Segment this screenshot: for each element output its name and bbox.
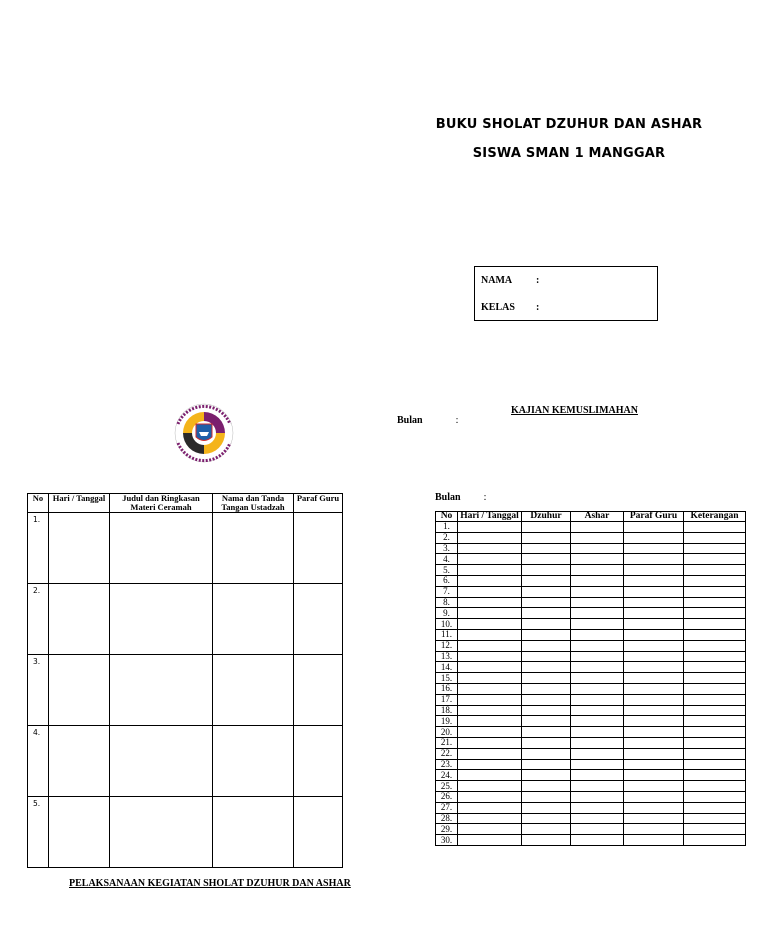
row-number: 30. xyxy=(436,835,458,846)
entry-cell[interactable] xyxy=(571,532,624,543)
entry-cell[interactable] xyxy=(522,608,571,619)
entry-cell[interactable] xyxy=(213,584,294,655)
row-number: 20. xyxy=(436,727,458,738)
entry-cell[interactable] xyxy=(571,770,624,781)
header-paraf: Paraf Guru xyxy=(624,512,684,522)
entry-cell[interactable] xyxy=(571,683,624,694)
sholat-bulan-label: Bulan xyxy=(435,492,461,503)
kajian-heading: KAJIAN KEMUSLIMAHAN xyxy=(511,405,638,416)
entry-cell[interactable] xyxy=(684,716,746,727)
row-number: 13. xyxy=(436,651,458,662)
row-number: 21. xyxy=(436,737,458,748)
entry-cell[interactable] xyxy=(624,586,684,597)
entry-cell[interactable] xyxy=(684,813,746,824)
sholat-row xyxy=(436,522,746,533)
entry-cell[interactable] xyxy=(684,532,746,543)
entry-cell[interactable] xyxy=(458,802,522,813)
entry-cell[interactable] xyxy=(624,824,684,835)
entry-cell[interactable] xyxy=(624,770,684,781)
sholat-row xyxy=(436,781,746,792)
entry-cell[interactable] xyxy=(684,748,746,759)
school-logo xyxy=(172,402,236,464)
sholat-row xyxy=(436,705,746,716)
entry-cell[interactable] xyxy=(684,727,746,738)
entry-cell[interactable] xyxy=(522,694,571,705)
row-number: 5. xyxy=(28,797,49,868)
entry-cell[interactable] xyxy=(684,694,746,705)
entry-cell[interactable] xyxy=(684,640,746,651)
row-number: 3. xyxy=(436,543,458,554)
entry-cell[interactable] xyxy=(571,737,624,748)
entry-cell[interactable] xyxy=(458,791,522,802)
identity-box xyxy=(474,266,658,321)
row-number: 29. xyxy=(436,824,458,835)
entry-cell[interactable] xyxy=(522,532,571,543)
entry-cell[interactable] xyxy=(624,737,684,748)
header-no: No xyxy=(436,512,458,522)
kajian-row xyxy=(28,584,343,655)
entry-cell[interactable] xyxy=(294,726,343,797)
entry-cell[interactable] xyxy=(458,737,522,748)
entry-cell[interactable] xyxy=(294,797,343,868)
entry-cell[interactable] xyxy=(684,543,746,554)
sholat-row xyxy=(436,629,746,640)
sholat-row xyxy=(436,543,746,554)
entry-cell[interactable] xyxy=(571,759,624,770)
row-number: 5. xyxy=(436,565,458,576)
entry-cell[interactable] xyxy=(684,683,746,694)
entry-cell[interactable] xyxy=(624,662,684,673)
sholat-row xyxy=(436,791,746,802)
row-number: 10. xyxy=(436,619,458,630)
entry-cell[interactable] xyxy=(684,835,746,846)
sholat-row xyxy=(436,824,746,835)
entry-cell[interactable] xyxy=(110,655,213,726)
entry-cell[interactable] xyxy=(571,802,624,813)
entry-cell[interactable] xyxy=(571,835,624,846)
entry-cell[interactable] xyxy=(624,597,684,608)
sholat-row xyxy=(436,662,746,673)
header-paraf: Paraf Guru xyxy=(294,494,343,513)
row-number: 3. xyxy=(28,655,49,726)
entry-cell[interactable] xyxy=(458,727,522,738)
entry-cell[interactable] xyxy=(684,575,746,586)
row-number: 11. xyxy=(436,629,458,640)
header-ashar: Ashar xyxy=(571,512,624,522)
entry-cell[interactable] xyxy=(522,673,571,684)
sholat-row xyxy=(436,727,746,738)
entry-cell[interactable] xyxy=(522,619,571,630)
kajian-bulan-colon: : xyxy=(455,415,459,426)
entry-cell[interactable] xyxy=(684,824,746,835)
entry-cell[interactable] xyxy=(110,726,213,797)
entry-cell[interactable] xyxy=(684,522,746,533)
kajian-table xyxy=(27,493,343,868)
entry-cell[interactable] xyxy=(458,673,522,684)
entry-cell[interactable] xyxy=(49,513,110,584)
entry-cell[interactable] xyxy=(458,716,522,727)
entry-cell[interactable] xyxy=(110,584,213,655)
row-number: 18. xyxy=(436,705,458,716)
entry-cell[interactable] xyxy=(624,532,684,543)
entry-cell[interactable] xyxy=(624,759,684,770)
entry-cell[interactable] xyxy=(49,655,110,726)
row-number: 14. xyxy=(436,662,458,673)
entry-cell[interactable] xyxy=(624,619,684,630)
sholat-row xyxy=(436,608,746,619)
entry-cell[interactable] xyxy=(49,797,110,868)
entry-cell[interactable] xyxy=(571,813,624,824)
entry-cell[interactable] xyxy=(571,640,624,651)
kajian-bulan xyxy=(397,415,458,426)
entry-cell[interactable] xyxy=(458,683,522,694)
entry-cell[interactable] xyxy=(522,813,571,824)
entry-cell[interactable] xyxy=(571,554,624,565)
entry-cell[interactable] xyxy=(294,584,343,655)
entry-cell[interactable] xyxy=(624,565,684,576)
sholat-row xyxy=(436,802,746,813)
entry-cell[interactable] xyxy=(458,522,522,533)
entry-cell[interactable] xyxy=(294,655,343,726)
entry-cell[interactable] xyxy=(522,791,571,802)
header-nama-ustadzah: Nama dan Tanda Tangan Ustadzah xyxy=(213,494,294,513)
nama-row xyxy=(481,275,539,286)
sholat-row xyxy=(436,716,746,727)
entry-cell[interactable] xyxy=(571,727,624,738)
entry-cell[interactable] xyxy=(458,565,522,576)
entry-cell[interactable] xyxy=(624,781,684,792)
entry-cell[interactable] xyxy=(624,802,684,813)
entry-cell[interactable] xyxy=(522,597,571,608)
entry-cell[interactable] xyxy=(624,554,684,565)
kajian-header-row xyxy=(28,494,343,513)
entry-cell[interactable] xyxy=(571,694,624,705)
entry-cell[interactable] xyxy=(458,640,522,651)
row-number: 16. xyxy=(436,683,458,694)
entry-cell[interactable] xyxy=(624,694,684,705)
entry-cell[interactable] xyxy=(458,705,522,716)
entry-cell[interactable] xyxy=(684,651,746,662)
entry-cell[interactable] xyxy=(458,575,522,586)
sholat-row xyxy=(436,586,746,597)
row-number: 23. xyxy=(436,759,458,770)
entry-cell[interactable] xyxy=(458,532,522,543)
entry-cell[interactable] xyxy=(684,629,746,640)
entry-cell[interactable] xyxy=(571,565,624,576)
entry-cell[interactable] xyxy=(684,619,746,630)
entry-cell[interactable] xyxy=(624,748,684,759)
entry-cell[interactable] xyxy=(458,554,522,565)
entry-cell[interactable] xyxy=(571,651,624,662)
row-number: 12. xyxy=(436,640,458,651)
entry-cell[interactable] xyxy=(684,802,746,813)
sholat-row xyxy=(436,770,746,781)
row-number: 4. xyxy=(436,554,458,565)
entry-cell[interactable] xyxy=(522,565,571,576)
entry-cell[interactable] xyxy=(624,716,684,727)
entry-cell[interactable] xyxy=(522,781,571,792)
entry-cell[interactable] xyxy=(684,565,746,576)
entry-cell[interactable] xyxy=(684,586,746,597)
row-number: 2. xyxy=(28,584,49,655)
entry-cell[interactable] xyxy=(624,705,684,716)
sholat-row xyxy=(436,835,746,846)
nama-label: NAMA xyxy=(481,275,513,286)
entry-cell[interactable] xyxy=(624,629,684,640)
row-number: 26. xyxy=(436,791,458,802)
entry-cell[interactable] xyxy=(213,726,294,797)
entry-cell[interactable] xyxy=(624,522,684,533)
entry-cell[interactable] xyxy=(522,522,571,533)
footer-heading: PELAKSANAAN KEGIATAN SHOLAT DZUHUR DAN ASHAR xyxy=(69,878,351,889)
header-dzuhur: Dzuhur xyxy=(522,512,571,522)
entry-cell[interactable] xyxy=(624,727,684,738)
entry-cell[interactable] xyxy=(458,748,522,759)
row-number: 28. xyxy=(436,813,458,824)
sholat-row xyxy=(436,737,746,748)
entry-cell[interactable] xyxy=(624,640,684,651)
entry-cell[interactable] xyxy=(458,835,522,846)
entry-cell[interactable] xyxy=(684,737,746,748)
sholat-row xyxy=(436,640,746,651)
sholat-row xyxy=(436,554,746,565)
row-number: 9. xyxy=(436,608,458,619)
entry-cell[interactable] xyxy=(522,716,571,727)
entry-cell[interactable] xyxy=(571,662,624,673)
entry-cell[interactable] xyxy=(571,824,624,835)
entry-cell[interactable] xyxy=(624,813,684,824)
kajian-row xyxy=(28,797,343,868)
entry-cell[interactable] xyxy=(49,726,110,797)
kajian-row xyxy=(28,513,343,584)
row-number: 1. xyxy=(28,513,49,584)
entry-cell[interactable] xyxy=(624,608,684,619)
entry-cell[interactable] xyxy=(571,608,624,619)
entry-cell[interactable] xyxy=(213,655,294,726)
sholat-row xyxy=(436,673,746,684)
entry-cell[interactable] xyxy=(571,716,624,727)
entry-cell[interactable] xyxy=(213,797,294,868)
entry-cell[interactable] xyxy=(522,586,571,597)
row-number: 25. xyxy=(436,781,458,792)
header-keterangan: Keterangan xyxy=(684,512,746,522)
entry-cell[interactable] xyxy=(522,748,571,759)
entry-cell[interactable] xyxy=(458,619,522,630)
kelas-colon: : xyxy=(536,302,540,313)
entry-cell[interactable] xyxy=(624,575,684,586)
entry-cell[interactable] xyxy=(571,543,624,554)
sholat-row xyxy=(436,694,746,705)
entry-cell[interactable] xyxy=(684,705,746,716)
entry-cell[interactable] xyxy=(458,824,522,835)
entry-cell[interactable] xyxy=(624,791,684,802)
entry-cell[interactable] xyxy=(571,586,624,597)
row-number: 15. xyxy=(436,673,458,684)
sholat-row xyxy=(436,683,746,694)
entry-cell[interactable] xyxy=(624,683,684,694)
entry-cell[interactable] xyxy=(522,662,571,673)
entry-cell[interactable] xyxy=(458,608,522,619)
kajian-row xyxy=(28,655,343,726)
entry-cell[interactable] xyxy=(571,673,624,684)
kelas-label: KELAS xyxy=(481,302,515,313)
entry-cell[interactable] xyxy=(522,683,571,694)
entry-cell[interactable] xyxy=(522,759,571,770)
entry-cell[interactable] xyxy=(571,748,624,759)
entry-cell[interactable] xyxy=(294,513,343,584)
sholat-bulan xyxy=(435,492,486,503)
entry-cell[interactable] xyxy=(684,662,746,673)
entry-cell[interactable] xyxy=(522,640,571,651)
header-no: No xyxy=(28,494,49,513)
entry-cell[interactable] xyxy=(458,781,522,792)
entry-cell[interactable] xyxy=(458,651,522,662)
header-hari-tanggal: Hari / Tanggal xyxy=(49,494,110,513)
entry-cell[interactable] xyxy=(458,662,522,673)
kajian-row xyxy=(28,726,343,797)
row-number: 6. xyxy=(436,575,458,586)
entry-cell[interactable] xyxy=(49,584,110,655)
entry-cell[interactable] xyxy=(458,770,522,781)
entry-cell[interactable] xyxy=(522,802,571,813)
kelas-row xyxy=(481,302,539,313)
sholat-header-row xyxy=(436,512,746,522)
cover-title-line2: SISWA SMAN 1 MANGGAR xyxy=(472,146,666,161)
row-number: 22. xyxy=(436,748,458,759)
entry-cell[interactable] xyxy=(624,673,684,684)
entry-cell[interactable] xyxy=(684,759,746,770)
header-hari-tanggal: Hari / Tanggal xyxy=(458,512,522,522)
entry-cell[interactable] xyxy=(522,824,571,835)
nama-colon: : xyxy=(536,275,540,286)
entry-cell[interactable] xyxy=(522,554,571,565)
cover-title-line1: BUKU SHOLAT DZUHUR DAN ASHAR xyxy=(435,117,703,132)
entry-cell[interactable] xyxy=(458,586,522,597)
entry-cell[interactable] xyxy=(110,797,213,868)
sholat-row xyxy=(436,575,746,586)
entry-cell[interactable] xyxy=(522,651,571,662)
entry-cell[interactable] xyxy=(684,673,746,684)
row-number: 27. xyxy=(436,802,458,813)
row-number: 19. xyxy=(436,716,458,727)
sholat-row xyxy=(436,532,746,543)
entry-cell[interactable] xyxy=(684,608,746,619)
entry-cell[interactable] xyxy=(571,781,624,792)
row-number: 17. xyxy=(436,694,458,705)
row-number: 1. xyxy=(436,522,458,533)
sholat-row xyxy=(436,565,746,576)
entry-cell[interactable] xyxy=(458,629,522,640)
entry-cell[interactable] xyxy=(458,813,522,824)
entry-cell[interactable] xyxy=(458,759,522,770)
entry-cell[interactable] xyxy=(624,543,684,554)
sholat-row xyxy=(436,651,746,662)
entry-cell[interactable] xyxy=(571,575,624,586)
entry-cell[interactable] xyxy=(624,835,684,846)
entry-cell[interactable] xyxy=(522,835,571,846)
sholat-row xyxy=(436,813,746,824)
entry-cell[interactable] xyxy=(684,781,746,792)
entry-cell[interactable] xyxy=(571,629,624,640)
entry-cell[interactable] xyxy=(571,791,624,802)
kajian-bulan-label: Bulan xyxy=(397,415,423,426)
entry-cell[interactable] xyxy=(522,543,571,554)
entry-cell[interactable] xyxy=(571,619,624,630)
sholat-table xyxy=(435,511,746,846)
entry-cell[interactable] xyxy=(684,791,746,802)
sholat-row xyxy=(436,619,746,630)
entry-cell[interactable] xyxy=(458,597,522,608)
entry-cell[interactable] xyxy=(522,575,571,586)
entry-cell[interactable] xyxy=(110,513,213,584)
entry-cell[interactable] xyxy=(522,770,571,781)
sholat-bulan-colon: : xyxy=(483,492,487,503)
sholat-row xyxy=(436,748,746,759)
sholat-row xyxy=(436,759,746,770)
entry-cell[interactable] xyxy=(571,522,624,533)
entry-cell[interactable] xyxy=(522,727,571,738)
entry-cell[interactable] xyxy=(684,554,746,565)
row-number: 4. xyxy=(28,726,49,797)
row-number: 2. xyxy=(436,532,458,543)
entry-cell[interactable] xyxy=(624,651,684,662)
entry-cell[interactable] xyxy=(458,694,522,705)
sholat-row xyxy=(436,597,746,608)
entry-cell[interactable] xyxy=(684,597,746,608)
header-judul: Judul dan Ringkasan Materi Ceramah xyxy=(110,494,213,513)
entry-cell[interactable] xyxy=(684,770,746,781)
row-number: 24. xyxy=(436,770,458,781)
entry-cell[interactable] xyxy=(522,737,571,748)
entry-cell[interactable] xyxy=(522,629,571,640)
entry-cell[interactable] xyxy=(458,543,522,554)
entry-cell[interactable] xyxy=(522,705,571,716)
row-number: 7. xyxy=(436,586,458,597)
entry-cell[interactable] xyxy=(571,597,624,608)
row-number: 8. xyxy=(436,597,458,608)
entry-cell[interactable] xyxy=(571,705,624,716)
entry-cell[interactable] xyxy=(213,513,294,584)
